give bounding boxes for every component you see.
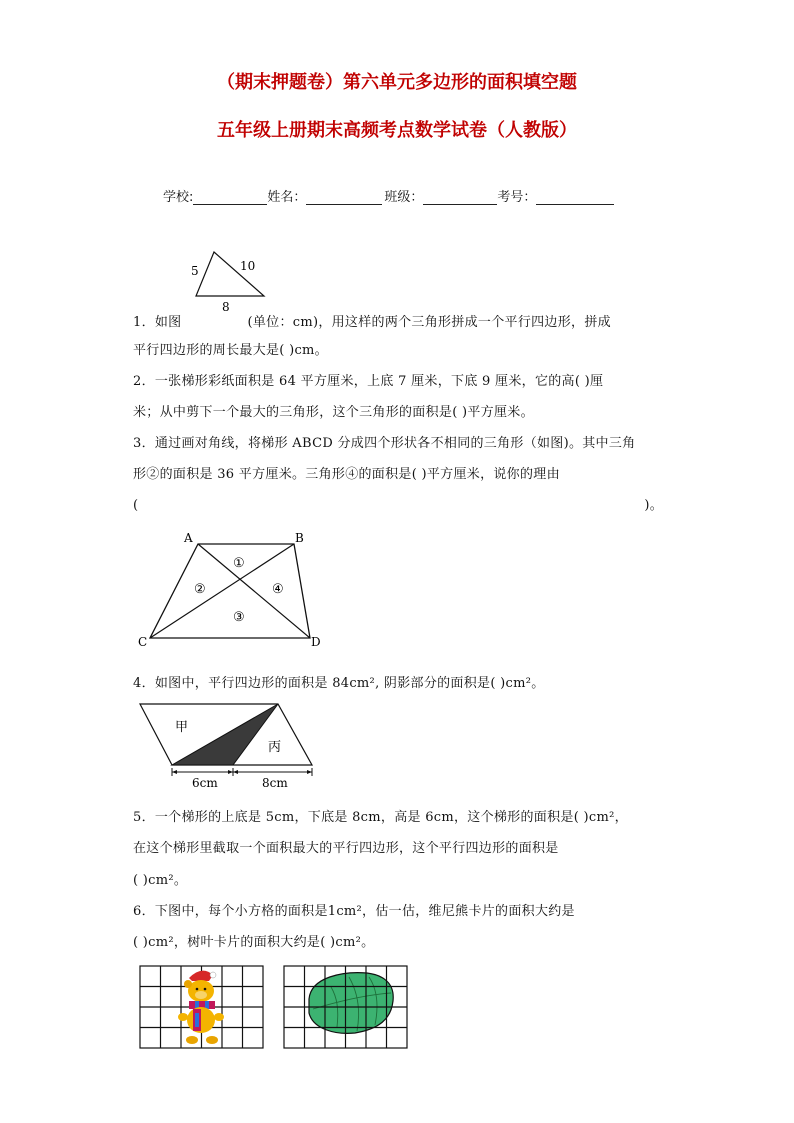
class-label: 班级： [384,190,424,205]
question-2-line-2: 米；从中剪下一个最大的三角形，这个三角形的面积是( )平方厘米。 [133,405,534,420]
name-label: 姓名： [267,190,307,205]
region-1-label: ① [233,556,245,571]
parallelogram-figure [132,700,324,792]
question-4-line-1: 4．如图中，平行四边形的面积是 84cm², 阴影部分的面积是( )cm²。 [133,676,545,691]
question-6-line-1: 6．下图中，每个小方格的面积是1cm²，估一估，维尼熊卡片的面积大约是 [133,904,575,919]
number-field[interactable] [536,190,614,205]
page-subtitle: 五年级上册期末高频考点数学试卷（人教版） [217,120,577,141]
trapezoid-figure [134,528,334,653]
vertex-c-label: C [138,635,148,649]
triangle-side-a: 5 [191,264,199,278]
question-3-line-3 [133,494,663,513]
question-5-line-3: ( )cm²。 [133,873,188,888]
question-3-paren-open: ( [133,498,139,513]
question-3-line-1: 3．通过画对角线，将梯形 ABCD 分成四个形状各不相同的三角形（如图)。其中三角 [133,436,636,451]
question-1-line-2: 平行四边形的周长最大是( )cm。 [133,343,328,358]
number-label: 考号： [497,190,537,205]
vertex-b-label: B [295,531,304,545]
question-3-line-2: 形②的面积是 36 平方厘米。三角形④的面积是( )平方厘米，说你的理由 [133,467,560,482]
student-info-row [163,186,614,205]
class-field[interactable] [423,190,497,205]
region-bing-label: 丙 [268,740,282,755]
dimension-8cm-label: 8cm [262,776,288,790]
triangle-side-c: 8 [222,300,230,314]
school-field[interactable] [193,190,267,205]
region-4-label: ④ [272,582,284,597]
region-3-label: ③ [233,610,245,625]
question-2-line-1: 2．一张梯形彩纸面积是 64 平方厘米，上底 7 厘米，下底 9 厘米，它的高( )厘 [133,374,604,389]
question-1-line-1 [133,311,611,330]
question-6-line-2: ( )cm²，树叶卡片的面积大约是( )cm²。 [133,935,375,950]
question-5-line-1: 5．一个梯形的上底是 5cm，下底是 8cm，高是 6cm，这个梯形的面积是( )cm²， [133,810,628,825]
question-5-line-2: 在这个梯形里截取一个面积最大的平行四边形，这个平行四边形的面积是 [133,841,559,856]
winnie-card-grid [139,965,265,1050]
question-1-text-b: (单位：cm)，用这样的两个三角形拼成一个平行四边形，拼成 [247,315,611,330]
triangle-figure [186,246,276,316]
page-title: （期末押题卷）第六单元多边形的面积填空题 [217,72,577,93]
question-1-text-a: 1．如图 [133,315,182,330]
school-label: 学校: [163,190,194,205]
leaf-card-grid [283,965,409,1050]
name-field[interactable] [306,190,382,205]
dimension-6cm-label: 6cm [192,776,218,790]
question-3-paren-close: )。 [644,498,664,513]
region-jia-label: 甲 [175,720,189,735]
vertex-a-label: A [184,531,193,545]
triangle-side-b: 10 [240,259,256,273]
region-2-label: ② [194,582,206,597]
vertex-d-label: D [311,635,321,649]
